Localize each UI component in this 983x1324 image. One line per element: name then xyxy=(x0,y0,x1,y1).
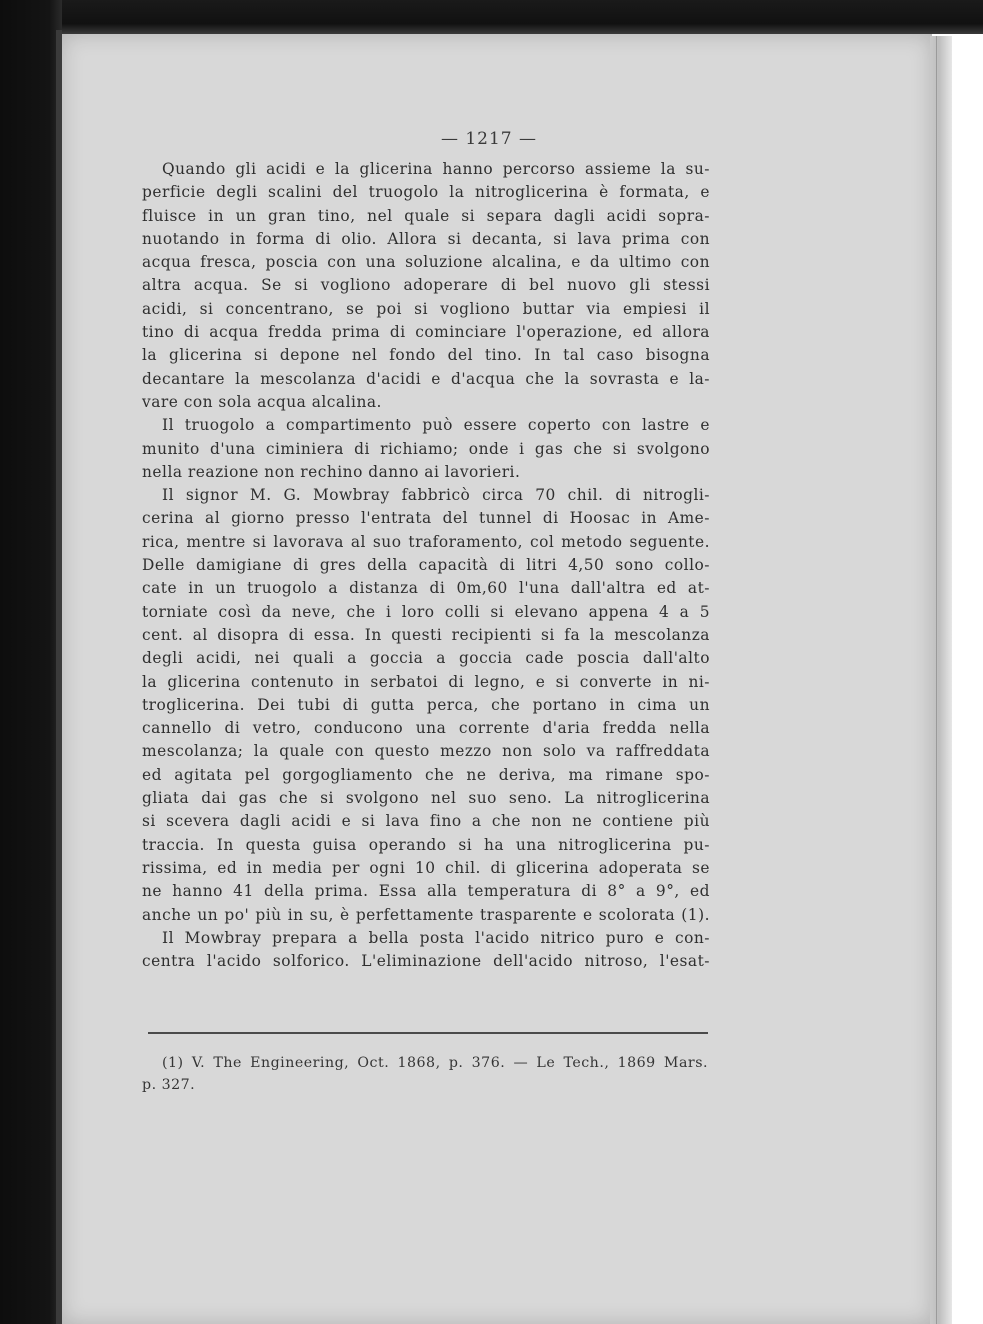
text-line: ne hanno 41 della prima. Essa alla temperatura di 8° a 9°, ed xyxy=(142,882,710,901)
text-line: acqua fresca, poscia con una soluzione alcalina, e da ultimo con xyxy=(142,253,710,272)
text-line: anche un po' più in su, è perfettamente trasparente e scolorata (1). xyxy=(142,905,710,924)
text-line: perficie degli scalini del truogolo la nitroglicerina è formata, e xyxy=(142,183,710,202)
footnote xyxy=(142,1052,708,1096)
body-text xyxy=(142,158,710,973)
text-line: centra l'acido solforico. L'eliminazione dell'acido nitroso, l'esat- xyxy=(142,952,710,971)
text-line: rissima, ed in media per ogni 10 chil. di glicerina adoperata se xyxy=(142,858,710,877)
text-line: munito d'una ciminiera di richiamo; onde i gas che si svolgono xyxy=(142,439,710,458)
text-line: Il signor M. G. Mowbray fabbricò circa 70 chil. di nitrogli- xyxy=(162,486,710,505)
scan-top-border xyxy=(0,0,983,34)
text-line: Il Mowbray prepara a bella posta l'acido nitrico puro e con- xyxy=(162,928,710,947)
footnote-line: p. 327. xyxy=(142,1077,196,1093)
text-line: decantare la mescolanza d'acidi e d'acqua che la sovrasta e la- xyxy=(142,369,710,388)
page-number: — 1217 — xyxy=(440,129,538,149)
text-line: tino di acqua fredda prima di cominciare l'operazione, ed allora xyxy=(142,323,710,342)
text-line: la glicerina si depone nel fondo del tino. In tal caso bisogna xyxy=(142,346,710,365)
text-line: Il truogolo a compartimento può essere coperto con lastre e xyxy=(162,416,710,435)
text-line: acidi, si concentrano, se poi si vogliono buttar via empiesi il xyxy=(142,299,710,318)
text-line: Quando gli acidi e la glicerina hanno percorso assieme la su- xyxy=(162,160,710,178)
text-line: ed agitata pel gorgogliamento che ne deriva, ma rimane spo- xyxy=(142,765,710,784)
text-line: torniate così da neve, che i loro colli si elevano appena 4 a 5 xyxy=(142,602,710,621)
text-line: nella reazione non rechino danno ai lavorieri. xyxy=(142,462,521,481)
text-line: vare con sola acqua alcalina. xyxy=(142,392,382,411)
book-page xyxy=(62,34,932,1324)
text-line: Delle damigiane di gres della capacità di litri 4,50 sono collo- xyxy=(142,556,710,575)
text-line: cannello di vetro, conducono una corrente d'aria fredda nella xyxy=(142,719,710,738)
text-line: rica, mentre si lavorava al suo traforamento, col metodo seguente. xyxy=(142,532,710,551)
text-line: la glicerina contenuto in serbatoi di legno, e si converte in ni- xyxy=(142,672,710,691)
footnote-line: (1) V. The Engineering, Oct. 1868, p. 376. — Le Tech., 1869 Mars. xyxy=(162,1055,708,1071)
text-line: nuotando in forma di olio. Allora si decanta, si lava prima con xyxy=(142,229,710,248)
book-binding xyxy=(0,0,62,1324)
text-line: fluisce in un gran tino, nel quale si separa dagli acidi sopra- xyxy=(142,206,710,225)
text-line: degli acidi, nei quali a goccia a goccia cade poscia dall'alto xyxy=(142,649,710,668)
text-line: si scevera dagli acidi e si lava fino a che non ne contiene più xyxy=(142,812,710,831)
text-line: traccia. In questa guisa operando si ha una nitroglicerina pu- xyxy=(142,835,710,854)
text-line: cent. al disopra di essa. In questi recipienti si fa la mescolanza xyxy=(142,625,710,644)
text-line: troglicerina. Dei tubi di gutta perca, che portano in cima un xyxy=(142,695,710,714)
footnote-separator xyxy=(148,1032,708,1034)
text-line: altra acqua. Se si vogliono adoperare di bel nuovo gli stessi xyxy=(142,276,710,295)
text-line: cate in un truogolo a distanza di 0m,60 l'una dall'altra ed at- xyxy=(142,579,710,598)
page-stack-edge xyxy=(930,36,952,1324)
text-line: mescolanza; la quale con questo mezzo non solo va raffreddata xyxy=(142,742,710,761)
text-line: gliata dai gas che si svolgono nel suo seno. La nitroglicerina xyxy=(142,789,710,808)
text-line: cerina al giorno presso l'entrata del tunnel di Hoosac in Ame- xyxy=(142,509,710,528)
